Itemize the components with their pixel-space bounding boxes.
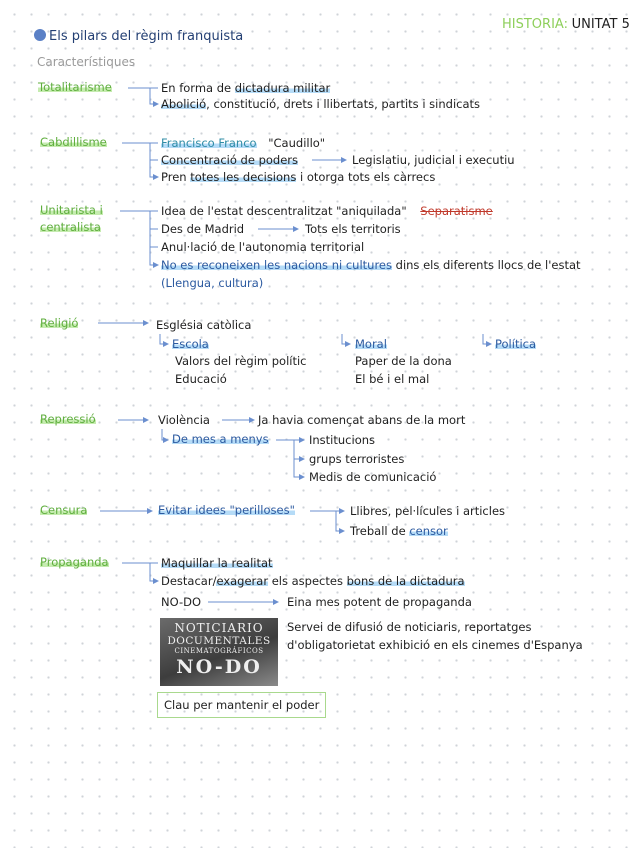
totalitarisme-line-1: En forma de dictadura militar: [161, 81, 331, 95]
bullet-icon: [34, 29, 46, 41]
category-centralista: centralista: [40, 220, 101, 234]
unitarista-territories: Tots els territoris: [305, 222, 401, 236]
cabdillisme-line-2: Concentració de poders: [161, 153, 298, 167]
propaganda-line-2: Destacar/exagerar els aspectes bons de la dictadura: [161, 574, 465, 588]
unitarista-line-5: (Llengua, cultura): [161, 276, 264, 290]
key-box: Clau per mantenir el poder: [157, 692, 326, 718]
repressio-item-2: grups terroristes: [309, 452, 405, 466]
category-totalitarisme: Totalitarisme: [38, 80, 112, 94]
repressio-item-1: Institucions: [309, 433, 376, 447]
category-repressio: Repressió: [40, 412, 96, 426]
unitarista-line-1: Idea de l'estat descentralitzat "aniquilada" Separatisme: [161, 204, 493, 218]
censura-main: Evitar idees "perilloses": [158, 503, 295, 517]
propaganda-desc-2: d'obligatorietat exhibició en els cinemes d'Espanya: [287, 638, 583, 652]
repressio-main-target: Ja havia començat abans de la mort: [258, 413, 466, 427]
cabdillisme-powers: Legislatiu, judicial i executiu: [352, 153, 515, 167]
religio-moral-item-1: Paper de la dona: [355, 354, 452, 368]
religio-politica: Política: [495, 337, 537, 351]
page-title: Els pilars del règim franquista: [34, 29, 243, 44]
repressio-sub: De mes a menys: [172, 432, 269, 446]
unitarista-line-3: Anul·lació de l'autonomia territorial: [161, 240, 365, 254]
cabdillisme-line-3: Pren totes les decisions i otorga tots els càrrecs: [161, 170, 436, 184]
totalitarisme-line-2: Abolició, constitució, drets i llibertats, partits i sindicats: [161, 97, 481, 111]
category-religio: Religió: [40, 316, 79, 330]
religio-escola-item-1: Valors del règim polític: [175, 354, 307, 368]
propaganda-nodo: NO-DO: [161, 595, 202, 609]
cabdillisme-line-1: Francisco Franco "Caudillo": [161, 136, 326, 150]
propaganda-nodo-target: Eina mes potent de propaganda: [287, 595, 472, 609]
religio-escola: Escola: [172, 337, 209, 351]
category-cabdillisme: Cabdillisme: [40, 135, 107, 149]
religio-moral-item-2: El bé i el mal: [355, 372, 430, 386]
propaganda-line-1: Maquillar la realitat: [161, 556, 273, 570]
censura-item-2: Treball de censor: [350, 524, 448, 538]
repressio-main: Violència: [158, 413, 210, 427]
repressio-item-3: Medis de comunicació: [309, 470, 437, 484]
category-censura: Censura: [40, 503, 88, 517]
nodo-logo-image: NOTICIARIO DOCUMENTALES CINEMATOGRÁFICOS NO-DO: [160, 618, 278, 686]
religio-escola-item-2: Educació: [175, 372, 227, 386]
header-unit: HISTORIA: UNITAT 5: [502, 17, 630, 32]
category-unitarista: Unitarista i: [40, 203, 103, 217]
unitarista-line-4: No es reconeixen les nacions ni cultures dins els diferents llocs de l'estat: [161, 258, 581, 272]
religio-moral: Moral: [355, 337, 387, 351]
propaganda-desc-1: Servei de difusió de noticiaris, reportatges: [287, 620, 532, 634]
religio-main: Església catòlica: [156, 318, 252, 332]
subtitle: Característiques: [37, 55, 136, 69]
unitarista-line-2: Des de Madrid: [161, 222, 245, 236]
censura-item-1: Llibres, pel·lícules i articles: [350, 504, 506, 518]
category-propaganda: Propaganda: [40, 555, 109, 569]
